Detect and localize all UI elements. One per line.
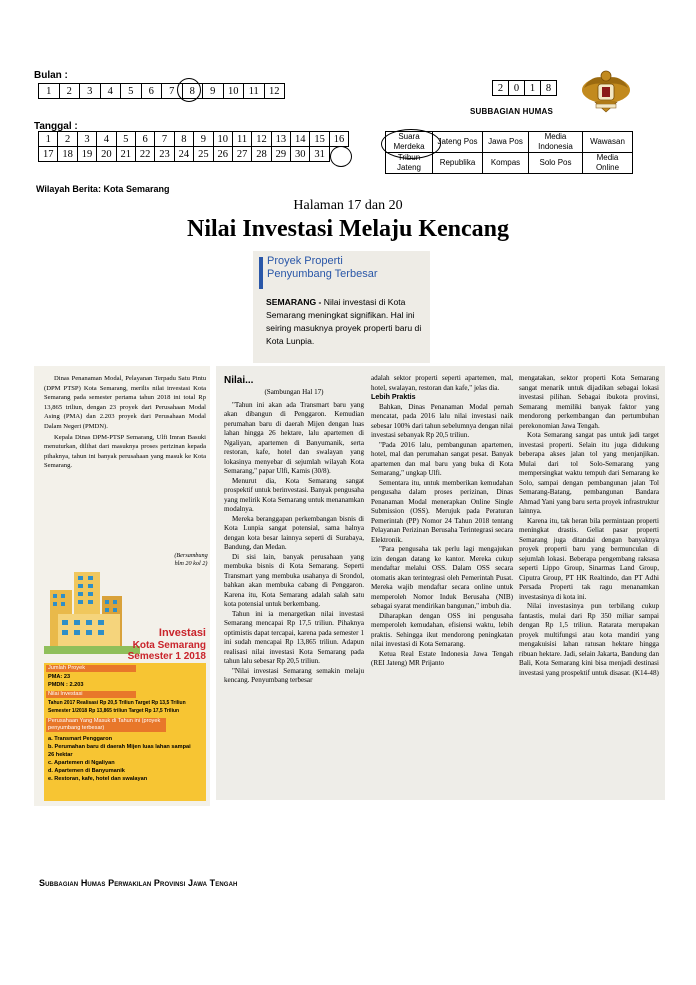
article-paragraph: "Para pengusaha tak perlu lagi mengajukan izin dengan datang ke kantor. Mereka cukup mendaftar melalui OSS. Dalam OSS secara otomatis akan terintegrasi oleh Pemerintah Pusat. Mereka wajib mendaftar secara online untuk memperoleh Nomor Induk Berusaha (NIB) sebagai syarat mendirikan bangunan," imbuh dia.: [371, 545, 513, 610]
article-paragraph: Kota Semarang sangat pas untuk jadi target investasi properti. Selain itu juga didukung beberapa akses jalan tol yang menjanjikan. Mulai dari tol Solo-Semarang yang mempersingkat waktu tempuh dari Semarang ke Solo, sampai dengan pembangunan jalan Tol Semarang-Batang, pembangunan Bandara Ahmad Yani yang baru serta proyek infrastruktur lainnya.: [519, 431, 659, 515]
selected-month-circle: [177, 78, 201, 102]
box-pmdn: PMDN : 2.203: [48, 682, 84, 688]
month-cell-12: 12: [264, 84, 285, 99]
box-pma: PMA: 23: [48, 674, 71, 680]
date-cell-6: 6: [135, 132, 154, 147]
kicker-bar: [259, 257, 263, 289]
lead-text: Nilai investasi di Kota Semarang meningkat signifikan. Hal ini seiring masuknya proyek properti baru di Kota Lunpia.: [266, 297, 422, 346]
article-paragraph: "Nilai investasi Semarang semakin melaju kencang. Penyumbang terbesar: [224, 666, 364, 684]
agency-name: SUBBAGIAN HUMAS: [470, 107, 553, 116]
subheading: Lebih Praktis: [371, 393, 416, 401]
box-item: b. Perumahan baru di daerah Mijen luas lahan sampai: [48, 744, 191, 750]
box-semester-2018: Semester 1/2018 Rp 13,865 triliun Target Rp 17,5 Triliun: [48, 708, 180, 714]
article-paragraph: Menurut dia, Kota Semarang sangat prospektif untuk berinvestasi. Banyak pengusaha yang melirik Kota Semarang untuk menanamkan modalnya.: [224, 476, 364, 513]
clipping-continuation: [216, 366, 665, 800]
date-cell-10: 10: [213, 132, 232, 147]
headline: Nilai Investasi Melaju Kencang: [187, 216, 509, 242]
article-paragraph: adalah sektor properti seperti apartemen, mal, hotel, swalayan, restoran dan kafe," jelas dia.: [371, 374, 513, 392]
article-paragraph: "Pada 2016 lalu, pembangunan apartemen, hotel, mal dan perumahan sangat pesat. Banyak apartemen dan mal baru yang buka di Kota Semarang," ungkap Ulfi.: [371, 440, 513, 477]
box-item: c. Apartemen di Ngaliyan: [48, 760, 115, 766]
article-paragraph: Diharapkan dengan OSS ini pengusaha memperoleh kemudahan, efisiensi waktu, lebih praktis. Sehingga ikut mendorong peningkatan nilai investasi di Kota Semarang.: [371, 611, 513, 648]
article-paragraph: Di sisi lain, banyak perusahaan yang membuka bisnis di Kota Semarang. Seperti Transmart yang membuka usahanya di Srondol, bahkan akan membuka cabang di Penggaron. Karena itu, Kota Semarang adalah salah satu kota potensial untuk berkembang.: [224, 552, 364, 608]
year-digit-8: 8: [541, 81, 557, 96]
article-paragraph: Karena itu, tak heran bila permintaan properti meningkat drastis. Geliat pasar properti Semarang juga ditandai dengan banyaknya proyek properti baru yang bermunculan di sejumlah lokasi. Beberapa pengembang raksasa seperti Lippo Group, Sinarmas Land Group, Ciputra Group, PT HK Realtindo, dan PT Adhi Persada Properti tak ragu menanamkan investasinya di kota ini.: [519, 516, 659, 601]
month-cell-2: 2: [59, 84, 80, 99]
month-cell-3: 3: [80, 84, 101, 99]
date-cell-23: 23: [155, 147, 174, 162]
front-page-text: [44, 374, 206, 472]
box-heading-proyek: Jumlah Proyek: [46, 665, 136, 672]
date-cell-11: 11: [232, 132, 251, 147]
date-cell-12: 12: [252, 132, 271, 147]
wilayah-berita: Wilayah Berita: Kota Semarang: [36, 184, 170, 194]
date-cell-28: 28: [252, 147, 271, 162]
continued-note: (Bersambung hlm 20 kol 2): [174, 552, 208, 568]
media-media-indonesia: Media Indonesia: [529, 132, 583, 153]
article-paragraph: Bahkan, Dinas Penanaman Modal pernah mencatat, pada 2016 lalu nilai investasi naik sebesar 100% dari tahun sebelumnya dengan nilai investasi sebanyak Rp 20,5 triliun.: [371, 402, 513, 439]
page-reference: Halaman 17 dan 20: [293, 198, 403, 213]
clipping-front-page: [34, 366, 210, 806]
media-jawa-pos: Jawa Pos: [483, 132, 529, 153]
selected-date-circle: [330, 146, 352, 167]
infographic-title-2: Kota Semarang: [132, 639, 206, 651]
article-column-1: [224, 374, 364, 686]
dateline: SEMARANG -: [266, 297, 322, 307]
year-digit-0: 0: [509, 81, 525, 96]
date-cell-16: 16: [329, 132, 348, 147]
continuation-note: (Sambungan Hal 17): [264, 388, 324, 396]
year-grid: [492, 80, 557, 96]
date-cell-4: 4: [97, 132, 116, 147]
media-republika: Republika: [433, 153, 483, 174]
date-cell-21: 21: [116, 147, 135, 162]
kicker-line1: Proyek Properti: [267, 255, 343, 267]
date-cell-29: 29: [271, 147, 290, 162]
date-cell-19: 19: [77, 147, 96, 162]
month-cell-5: 5: [121, 84, 142, 99]
month-cell-10: 10: [223, 84, 244, 99]
front-paragraph-2: Kepala Dinas DPM-PTSP Semarang, Ulfi Imran Basuki menuturkan, dilihat dari masuknya proses perizinan kepada pihaknya, tahun ini banyak perusahaan yang masuk ke Kota Semarang.: [44, 433, 206, 470]
article-paragraph: mengatakan, sektor properti Kota Semarang sangat menarik untuk dijadikan sebagai lokasi investasi pilihan. Sebagai ibukota provinsi, Semarang memiliki banyak faktor yang mendorong perkembangan dan pertumbuhan perekonomian Jawa Tengah.: [519, 374, 659, 430]
date-cell-27: 27: [232, 147, 251, 162]
article-paragraph: Ketua Real Estate Indonesia Jawa Tengah (REI Jateng) MR Prijanto: [371, 649, 513, 667]
continuation-title: Nilai...: [224, 375, 254, 386]
date-cell-22: 22: [135, 147, 154, 162]
date-cell-3: 3: [77, 132, 96, 147]
tanggal-label: Tanggal :: [34, 121, 78, 132]
clipping-lead: [253, 251, 430, 363]
article-column-2: [371, 374, 513, 669]
garuda-emblem-icon: [581, 68, 631, 114]
date-cell-5: 5: [116, 132, 135, 147]
date-cell-26: 26: [213, 147, 232, 162]
year-digit-2: 2: [493, 81, 509, 96]
month-cell-9: 9: [203, 84, 224, 99]
date-cell-2: 2: [58, 132, 77, 147]
article-paragraph: Tahun ini ia menargetkan nilai investasi Semarang mencapai Rp 17,5 triliun. Pihaknya optimistis dapat tercapai, karena pada semester 1 ini sudah mencapai Rp 13,865 triliun. Adapun realisasi nilai investasi Kota Semarang pada tahun lalu sebesar Rp 20,5 triliun.: [224, 609, 364, 665]
month-cell-6: 6: [141, 84, 162, 99]
article-paragraph: Mereka beranggapan perkembangan bisnis di Kota Lunpia sangat potensial, sama halnya dengan kota besar lainnya seperti di Surabaya, Bandung, dan Medan.: [224, 514, 364, 551]
date-cell-14: 14: [291, 132, 310, 147]
date-cell-24: 24: [174, 147, 193, 162]
media-wawasan: Wawasan: [583, 132, 633, 153]
month-cell-8: 8: [182, 84, 203, 99]
tanggal-grid: [38, 131, 349, 162]
media-suara-merdeka: Suara Merdeka: [386, 132, 433, 153]
box-heading-nilai: Nilai Investasi: [46, 691, 136, 698]
box-realisasi-2017: Tahun 2017 Realisasi Rp 20,5 Triliun Target Rp 13,5 Triliun: [48, 700, 186, 706]
box-heading-perusahaan: Perusahaan Yang Masuk di Tahun ini (proyek penyumbang terbesar): [46, 718, 166, 732]
date-cell-20: 20: [97, 147, 116, 162]
date-cell-13: 13: [271, 132, 290, 147]
box-item: d. Apartemen di Banyumanik: [48, 768, 125, 774]
date-cell-30: 30: [291, 147, 310, 162]
infographic-title-3: Semester 1 2018: [127, 651, 206, 662]
date-cell-8: 8: [174, 132, 193, 147]
bulan-label: Bulan :: [34, 70, 68, 81]
media-media-online: Media Online: [583, 153, 633, 174]
date-cell-9: 9: [194, 132, 213, 147]
article-paragraph: Sementara itu, untuk memberikan kemudahan pengusaha dalam proses perizinan, Dinas Penanaman Modal menerapkan Online Single Submission (OSS). Merujuk pada Peraturan Pemerintah (PP) Nomor 24 Tahun 2018 tentang Pelayanan Perizinan Berusaha Terintegrasi secara Elektronik.: [371, 478, 513, 544]
box-item: a. Transmart Penggaron: [48, 736, 113, 742]
selected-media-circle: [381, 129, 441, 159]
box-item: 26 hektar: [48, 752, 73, 758]
date-cell-1: 1: [39, 132, 58, 147]
article-paragraph: Nilai investasinya pun terbilang cukup fantastis, mulai dari Rp 350 miliar sampai dengan Rp 1,5 triliun. Ratarata merupakan proyek multifungsi atau kota mandiri yang mengakuisisi lahan ratusan hektare hingga ribuan hektare. Jadi, selain Jakarta, Bandung dan Bali, Kota Semarang kini bisa menjadi destinasi investasi yang prospektif untuk disasar. (K14-48): [519, 602, 659, 677]
month-cell-4: 4: [100, 84, 121, 99]
infographic-title: [124, 628, 206, 663]
month-cell-7: 7: [162, 84, 183, 99]
date-cell-25: 25: [194, 147, 213, 162]
media-jateng-pos: Jateng Pos: [433, 132, 483, 153]
infographic-title-1: Investasi: [158, 627, 206, 639]
date-cell-31: 31: [310, 147, 329, 162]
date-cell-7: 7: [155, 132, 174, 147]
kicker-line2: Penyumbang Terbesar: [267, 268, 378, 280]
article-column-3: [519, 374, 659, 678]
bulan-grid: [38, 83, 285, 99]
year-digit-1: 1: [525, 81, 541, 96]
date-cell-17: 17: [39, 147, 58, 162]
footer-agency: Subbagian Humas Perwakilan Provinsi Jawa Tengah: [39, 878, 238, 888]
lead-paragraph: [266, 296, 426, 348]
front-paragraph-1: Dinas Penanaman Modal, Pelayanan Terpadu Satu Pintu (DPM PTSP) Kota Semarang, merilis nilai investasi Kota Semarang pada semester pertama tahun 2018 ini total Rp 13,865 triliun, dengan 23 proyek dari Perusahaan Modal Asing (PMA) dan 2.203 proyek dari Perusahaan Modal Dalam Negeri (PMDN).: [44, 375, 206, 430]
month-cell-11: 11: [244, 84, 265, 99]
media-kompas: Kompas: [483, 153, 529, 174]
article-paragraph: "Tahun ini akan ada Transmart baru yang akan dibangun di Penggaron. Kemudian perumahan baru di daerah Mijen dengan luas lahan hingga 26 hektare, lalu apartemen di Ngaliyan, apartemen di Banyumanik, serta restoran, kafe, hotel dan swalayan yang lokasinya menyebar di sejumlah wilayah Kota Semarang," papar Ulfi, Kamis (30/8).: [224, 400, 364, 475]
kicker: [267, 255, 377, 281]
infographic-box: [44, 663, 206, 801]
box-item: e. Restoran, kafe, hotel dan swalayan: [48, 776, 148, 782]
date-cell-18: 18: [58, 147, 77, 162]
media-tribun-jateng: Tribun Jateng: [386, 153, 433, 174]
date-cell-15: 15: [310, 132, 329, 147]
media-solo-pos: Solo Pos: [529, 153, 583, 174]
month-cell-1: 1: [39, 84, 60, 99]
